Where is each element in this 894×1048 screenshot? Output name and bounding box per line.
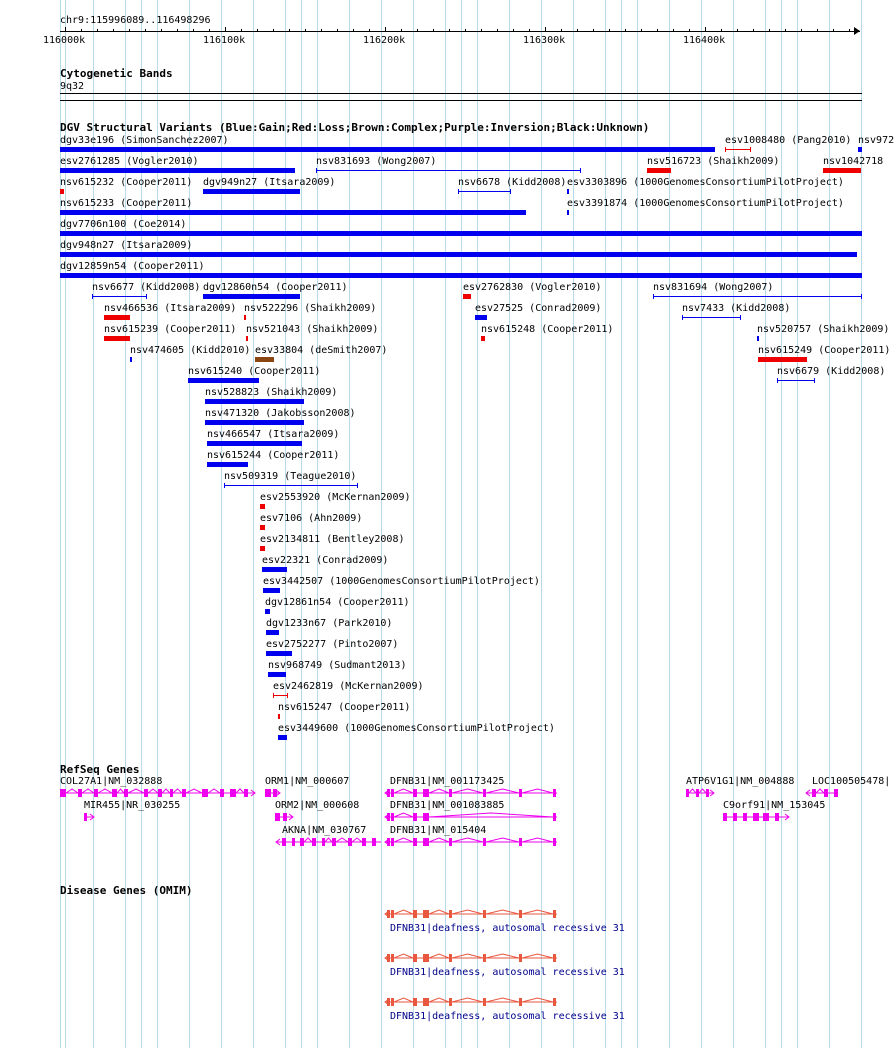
dgv-feature-bar[interactable]: [653, 296, 862, 297]
ruler-minor-tick: [273, 29, 274, 32]
ruler-minor-tick: [193, 29, 194, 32]
dgv-feature-bar[interactable]: [260, 525, 265, 530]
dgv-feature-bar-end: [725, 147, 726, 152]
dgv-feature-bar-end: [814, 378, 815, 383]
dgv-feature-label[interactable]: nsv615239 (Cooper2011): [104, 324, 237, 335]
ruler-minor-tick: [529, 29, 530, 32]
dgv-feature-bar-end: [146, 294, 147, 299]
ruler-tick: [545, 27, 546, 32]
refseq-gene-label[interactable]: ORM1|NM_000607: [265, 776, 350, 787]
dgv-feature-bar[interactable]: [60, 189, 64, 194]
dgv-feature-bar[interactable]: [682, 317, 741, 318]
grid-line: [781, 0, 782, 1048]
ruler-minor-tick: [129, 29, 130, 32]
dgv-feature-label[interactable]: esv2134811 (Bentley2008): [260, 534, 405, 545]
ruler-minor-tick: [657, 29, 658, 32]
ruler-minor-tick: [721, 29, 722, 32]
refseq-gene-label[interactable]: DFNB31|NM_001083885: [390, 800, 505, 811]
dgv-feature-label[interactable]: dgv12860n54 (Cooper2011): [203, 282, 348, 293]
dgv-feature-label[interactable]: esv22321 (Conrad2009): [262, 555, 389, 566]
cytoband-line-bottom: [60, 100, 862, 101]
refseq-gene-glyph[interactable]: [723, 811, 793, 823]
dgv-feature-label[interactable]: nsv516723 (Shaikh2009): [647, 156, 780, 167]
dgv-feature-bar[interactable]: [647, 168, 671, 173]
dgv-feature-bar[interactable]: [263, 588, 280, 593]
dgv-feature-bar[interactable]: [266, 630, 279, 635]
grid-line: [301, 0, 302, 1048]
dgv-feature-bar[interactable]: [260, 546, 265, 551]
ruler-minor-tick: [817, 29, 818, 32]
dgv-feature-bar[interactable]: [260, 504, 265, 509]
ruler-tick: [65, 27, 66, 32]
dgv-feature-label[interactable]: nsv509319 (Teague2010): [224, 471, 357, 482]
grid-line: [445, 0, 446, 1048]
dgv-feature-label[interactable]: nsv615244 (Cooper2011): [207, 450, 340, 461]
refseq-gene-glyph[interactable]: [385, 787, 561, 799]
ruler-minor-tick: [481, 29, 482, 32]
ruler-minor-tick: [625, 29, 626, 32]
refseq-gene-label[interactable]: C9orf91|NM_153045: [723, 800, 826, 811]
omim-gene-label[interactable]: DFNB31|deafness, autosomal recessive 31: [390, 1011, 625, 1022]
ruler-minor-tick: [577, 29, 578, 32]
grid-line: [637, 0, 638, 1048]
section-title-cytoband: Cytogenetic Bands: [60, 67, 173, 80]
ruler-minor-tick: [337, 29, 338, 32]
dgv-feature-label[interactable]: nsv471320 (Jakobsson2008): [205, 408, 356, 419]
ruler-minor-tick: [369, 29, 370, 32]
omim-gene-glyph[interactable]: [385, 996, 561, 1008]
ruler-tick: [385, 27, 386, 32]
refseq-gene-label[interactable]: ORM2|NM_000608: [275, 800, 360, 811]
section-title-dgv: DGV Structural Variants (Blue:Gain;Red:Loss;Brown:Complex;Purple:Inversion;Black:Unknown): [60, 121, 650, 134]
refseq-gene-label[interactable]: ATP6V1G1|NM_004888: [686, 776, 795, 787]
refseq-gene-glyph[interactable]: [806, 787, 842, 799]
section-title-omim: Disease Genes (OMIM): [60, 884, 193, 897]
ruler-tick-label: 116300k: [523, 35, 566, 46]
dgv-feature-bar[interactable]: [725, 149, 751, 150]
dgv-feature-bar-end: [287, 693, 288, 698]
dgv-feature-bar[interactable]: [104, 336, 130, 341]
grid-line: [605, 0, 606, 1048]
refseq-gene-glyph[interactable]: [276, 836, 385, 848]
dgv-feature-label[interactable]: nsv831693 (Wong2007): [316, 156, 437, 167]
grid-line: [621, 0, 622, 1048]
ruler-tick-label: 116400k: [683, 35, 726, 46]
ruler-minor-tick: [609, 29, 610, 32]
dgv-feature-bar[interactable]: [463, 294, 471, 299]
dgv-feature-label[interactable]: dgv7706n100 (Coe2014): [60, 219, 187, 230]
dgv-feature-bar[interactable]: [205, 399, 304, 404]
refseq-gene-glyph[interactable]: [60, 787, 259, 799]
dgv-feature-bar[interactable]: [481, 336, 485, 341]
omim-gene-glyph[interactable]: [385, 908, 561, 920]
dgv-feature-bar-end: [458, 189, 459, 194]
ruler-minor-tick: [561, 29, 562, 32]
dgv-feature-label[interactable]: nsv528823 (Shaikh2009): [205, 387, 338, 398]
ruler-line: [60, 31, 860, 32]
dgv-feature-bar[interactable]: [92, 296, 147, 297]
ruler-minor-tick: [593, 29, 594, 32]
dgv-feature-bar[interactable]: [458, 191, 511, 192]
dgv-feature-bar-end: [777, 378, 778, 383]
region-label: chr9:115996089..116498296: [60, 15, 211, 26]
dgv-feature-bar[interactable]: [255, 357, 274, 362]
refseq-gene-glyph[interactable]: [385, 811, 561, 823]
dgv-feature-bar-end: [568, 189, 569, 194]
dgv-feature-label[interactable]: esv27525 (Conrad2009): [475, 303, 602, 314]
ruler-minor-tick: [833, 29, 834, 32]
dgv-feature-bar[interactable]: [207, 441, 302, 446]
dgv-feature-bar[interactable]: [60, 210, 526, 215]
ruler-arrow-icon: [854, 27, 860, 35]
refseq-gene-label[interactable]: COL27A1|NM_032888: [60, 776, 163, 787]
dgv-feature-label[interactable]: esv2762830 (Vogler2010): [463, 282, 602, 293]
dgv-feature-label[interactable]: esv7106 (Ahn2009): [260, 513, 363, 524]
dgv-feature-label[interactable]: dgv1233n67 (Park2010): [266, 618, 393, 629]
ruler-tick-label: 116100k: [203, 35, 246, 46]
dgv-feature-label[interactable]: esv3442507 (1000GenomesConsortiumPilotProject): [263, 576, 540, 587]
dgv-feature-bar[interactable]: [244, 315, 246, 320]
refseq-gene-glyph[interactable]: [275, 811, 297, 823]
dgv-feature-bar[interactable]: [278, 735, 287, 740]
grid-line: [461, 0, 462, 1048]
ruler-tick: [705, 27, 706, 32]
dgv-feature-label[interactable]: nsv1042718: [823, 156, 884, 167]
dgv-feature-label[interactable]: esv2462819 (McKernan2009): [273, 681, 424, 692]
ruler-minor-tick: [209, 29, 210, 32]
ruler-tick-label: 116200k: [363, 35, 406, 46]
ruler-minor-tick: [177, 29, 178, 32]
dgv-feature-bar-end: [653, 294, 654, 299]
grid-line: [797, 0, 798, 1048]
dgv-feature-label[interactable]: nsv615232 (Cooper2011): [60, 177, 193, 188]
dgv-feature-bar-end: [740, 315, 741, 320]
ruler-minor-tick: [353, 29, 354, 32]
grid-line: [221, 0, 222, 1048]
dgv-feature-bar[interactable]: [207, 462, 248, 467]
dgv-feature-bar[interactable]: [60, 168, 295, 173]
dgv-feature-bar[interactable]: [203, 294, 300, 299]
dgv-feature-bar[interactable]: [268, 672, 286, 677]
section-title-refseq: RefSeq Genes: [60, 763, 140, 776]
dgv-feature-label[interactable]: nsv474605 (Kidd2010): [130, 345, 251, 356]
ruler-minor-tick: [513, 29, 514, 32]
dgv-feature-bar-end: [273, 693, 274, 698]
refseq-gene-glyph[interactable]: [84, 811, 98, 823]
dgv-feature-label[interactable]: esv2553920 (McKernan2009): [260, 492, 411, 503]
dgv-feature-label[interactable]: nsv615233 (Cooper2011): [60, 198, 193, 209]
grid-line: [509, 0, 510, 1048]
dgv-feature-bar[interactable]: [777, 380, 815, 381]
ruler-minor-tick: [97, 29, 98, 32]
grid-line: [573, 0, 574, 1048]
refseq-gene-label[interactable]: DFNB31|NM_015404: [390, 825, 487, 836]
ruler-minor-tick: [161, 29, 162, 32]
dgv-feature-bar[interactable]: [60, 252, 857, 257]
ruler-minor-tick: [449, 29, 450, 32]
ruler-tick-label: 116000k: [43, 35, 86, 46]
dgv-feature-bar-end: [224, 483, 225, 488]
dgv-feature-label[interactable]: nsv6677 (Kidd2008): [92, 282, 201, 293]
dgv-feature-bar-end: [510, 189, 511, 194]
dgv-feature-label[interactable]: esv3449600 (1000GenomesConsortiumPilotProject): [278, 723, 555, 734]
dgv-feature-label[interactable]: nsv520757 (Shaikh2009): [757, 324, 890, 335]
dgv-feature-bar[interactable]: [188, 378, 259, 383]
dgv-feature-bar[interactable]: [758, 357, 807, 362]
ruler-minor-tick: [497, 29, 498, 32]
dgv-feature-label[interactable]: nsv6678 (Kidd2008): [458, 177, 567, 188]
dgv-feature-bar-end: [861, 294, 862, 299]
dgv-feature-label[interactable]: dgv948n27 (Itsara2009): [60, 240, 193, 251]
ruler-minor-tick: [321, 29, 322, 32]
dgv-feature-bar[interactable]: [205, 420, 304, 425]
ruler-minor-tick: [81, 29, 82, 32]
dgv-feature-label[interactable]: nsv615248 (Cooper2011): [481, 324, 614, 335]
dgv-feature-bar[interactable]: [60, 273, 862, 278]
dgv-feature-bar[interactable]: [475, 315, 487, 320]
dgv-feature-bar[interactable]: [60, 231, 862, 236]
dgv-feature-bar[interactable]: [203, 189, 300, 194]
dgv-feature-label[interactable]: nsv7433 (Kidd2008): [682, 303, 791, 314]
refseq-gene-label[interactable]: LOC100505478|: [812, 776, 891, 787]
ruler-minor-tick: [689, 29, 690, 32]
ruler-minor-tick: [241, 29, 242, 32]
dgv-feature-label[interactable]: dgv33e196 (SimonSanchez2007): [60, 135, 229, 146]
dgv-feature-label[interactable]: nsv615240 (Cooper2011): [188, 366, 321, 377]
ruler-minor-tick: [305, 29, 306, 32]
dgv-feature-bar-end: [92, 294, 93, 299]
dgv-feature-bar-end: [580, 168, 581, 173]
dgv-feature-bar-end: [316, 168, 317, 173]
dgv-feature-bar[interactable]: [858, 147, 862, 152]
dgv-feature-label[interactable]: nsv466536 (Itsara2009): [104, 303, 237, 314]
refseq-gene-glyph[interactable]: [265, 787, 284, 799]
dgv-feature-label[interactable]: nsv615249 (Cooper2011): [758, 345, 891, 356]
dgv-feature-bar-end: [682, 315, 683, 320]
dgv-feature-bar[interactable]: [60, 147, 715, 152]
ruler-minor-tick: [289, 29, 290, 32]
dgv-feature-bar[interactable]: [104, 315, 130, 320]
ruler-minor-tick: [737, 29, 738, 32]
dgv-feature-label[interactable]: dgv12861n54 (Cooper2011): [265, 597, 410, 608]
dgv-feature-label[interactable]: dgv12859n54 (Cooper2011): [60, 261, 205, 272]
dgv-feature-bar[interactable]: [265, 609, 270, 614]
ruler-minor-tick: [257, 29, 258, 32]
dgv-feature-label[interactable]: nsv521043 (Shaikh2009): [246, 324, 379, 335]
ruler-minor-tick: [113, 29, 114, 32]
dgv-feature-label[interactable]: nsv968749 (Sudmant2013): [268, 660, 407, 671]
dgv-feature-bar-end: [131, 357, 132, 362]
dgv-feature-bar[interactable]: [278, 714, 280, 719]
ruler-minor-tick: [769, 29, 770, 32]
refseq-gene-label[interactable]: DFNB31|NM_001173425: [390, 776, 505, 787]
grid-line: [477, 0, 478, 1048]
ruler-minor-tick: [433, 29, 434, 32]
ruler-minor-tick: [401, 29, 402, 32]
ruler-minor-tick: [145, 29, 146, 32]
refseq-gene-glyph[interactable]: [686, 787, 718, 799]
dgv-feature-bar[interactable]: [266, 651, 292, 656]
dgv-feature-bar[interactable]: [262, 567, 287, 572]
grid-line: [541, 0, 542, 1048]
cytoband-label[interactable]: 9q32: [60, 81, 85, 92]
dgv-feature-label[interactable]: esv3303896 (1000GenomesConsortiumPilotProject): [567, 177, 844, 188]
omim-gene-label[interactable]: DFNB31|deafness, autosomal recessive 31: [390, 923, 625, 934]
dgv-feature-label[interactable]: esv3391874 (1000GenomesConsortiumPilotProject): [567, 198, 844, 209]
dgv-feature-label[interactable]: nsv831694 (Wong2007): [653, 282, 774, 293]
ruler-minor-tick: [465, 29, 466, 32]
ruler-minor-tick: [641, 29, 642, 32]
dgv-feature-label[interactable]: nsv972: [858, 135, 894, 146]
ruler-minor-tick: [673, 29, 674, 32]
dgv-feature-bar[interactable]: [823, 168, 861, 173]
omim-gene-glyph[interactable]: [385, 952, 561, 964]
dgv-feature-label[interactable]: esv2752277 (Pinto2007): [266, 639, 399, 650]
refseq-gene-glyph[interactable]: [385, 836, 561, 848]
dgv-feature-label[interactable]: nsv466547 (Itsara2009): [207, 429, 340, 440]
dgv-feature-bar[interactable]: [246, 336, 248, 341]
ruler-minor-tick: [849, 29, 850, 32]
ruler-minor-tick: [417, 29, 418, 32]
dgv-feature-bar-end: [357, 483, 358, 488]
refseq-gene-label[interactable]: AKNA|NM_030767: [282, 825, 367, 836]
dgv-feature-label[interactable]: nsv615247 (Cooper2011): [278, 702, 411, 713]
refseq-gene-label[interactable]: MIR455|NR_030255: [84, 800, 181, 811]
grid-line: [253, 0, 254, 1048]
ruler-minor-tick: [801, 29, 802, 32]
dgv-feature-label[interactable]: esv33804 (deSmith2007): [255, 345, 388, 356]
dgv-feature-label[interactable]: nsv522296 (Shaikh2009): [244, 303, 377, 314]
ruler-minor-tick: [785, 29, 786, 32]
dgv-feature-label[interactable]: esv1008480 (Pang2010): [725, 135, 852, 146]
dgv-feature-bar[interactable]: [224, 485, 358, 486]
ruler-tick: [225, 27, 226, 32]
dgv-feature-bar-end: [758, 336, 759, 341]
dgv-feature-label[interactable]: dgv949n27 (Itsara2009): [203, 177, 336, 188]
dgv-feature-label[interactable]: nsv6679 (Kidd2008): [777, 366, 886, 377]
dgv-feature-bar-end: [750, 147, 751, 152]
grid-line: [285, 0, 286, 1048]
dgv-feature-bar[interactable]: [273, 695, 288, 696]
dgv-feature-bar[interactable]: [316, 170, 581, 171]
dgv-feature-bar-end: [568, 210, 569, 215]
omim-gene-label[interactable]: DFNB31|deafness, autosomal recessive 31: [390, 967, 625, 978]
cytoband-line-top: [60, 93, 862, 94]
dgv-feature-label[interactable]: esv2761285 (Vogler2010): [60, 156, 199, 167]
ruler-minor-tick: [753, 29, 754, 32]
